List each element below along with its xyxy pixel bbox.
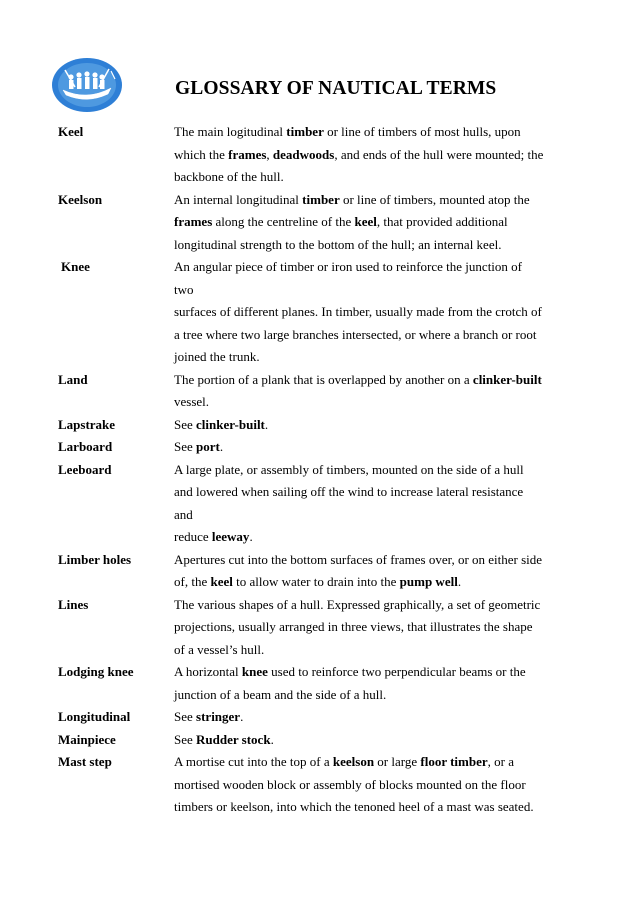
definition-text: . bbox=[264, 416, 269, 432]
definition-line bbox=[174, 639, 544, 662]
definition-text: or line of timbers of most hulls, upon bbox=[323, 124, 521, 139]
glossary-definition bbox=[174, 594, 544, 662]
definition-text: mortised wooden block or assembly of blocks mounted on the floor bbox=[174, 776, 526, 792]
definition-text: An internal longitudinal bbox=[174, 191, 303, 207]
definition-line bbox=[174, 301, 544, 324]
glossary-entry bbox=[58, 594, 558, 662]
definition-text: a tree where two large branches intersected, or where a branch or root bbox=[174, 326, 537, 342]
definition-text: to allow water to drain into the bbox=[232, 574, 400, 589]
glossary-entry bbox=[58, 751, 558, 819]
definition-text: surfaces of different planes. In timber, usually made from the crotch of bbox=[174, 304, 542, 319]
glossary-definition bbox=[174, 706, 544, 729]
definition-line bbox=[174, 549, 544, 572]
definition-line bbox=[174, 661, 544, 684]
definition-line bbox=[174, 414, 544, 437]
cross-reference-term: floor timber bbox=[420, 754, 488, 769]
definition-text: joined the trunk. bbox=[174, 349, 260, 364]
definition-line bbox=[174, 774, 544, 797]
definition-text: , that provided additional bbox=[376, 214, 508, 229]
glossary-entry bbox=[58, 661, 558, 706]
glossary-entry bbox=[58, 459, 558, 549]
definition-text: See bbox=[174, 709, 197, 724]
definition-text: A large plate, or assembly of timbers, mounted on the side of a hull bbox=[174, 461, 524, 477]
definition-line bbox=[174, 144, 544, 167]
glossary-term: Keel bbox=[58, 124, 84, 139]
definition-text: vessel. bbox=[174, 394, 210, 409]
glossary-definition bbox=[174, 436, 544, 459]
definition-text: of, the bbox=[174, 574, 211, 589]
glossary-term: Keelson bbox=[58, 191, 103, 207]
cross-reference-term: clinker-built bbox=[472, 371, 542, 387]
definition-line bbox=[174, 189, 544, 212]
definition-text: . bbox=[270, 731, 274, 747]
cross-reference-term: keelson bbox=[332, 754, 375, 769]
glossary-entry bbox=[58, 436, 558, 459]
glossary-definition bbox=[174, 121, 544, 189]
definition-text: See bbox=[174, 439, 197, 454]
glossary-definition bbox=[174, 549, 544, 594]
cross-reference-term: keel bbox=[354, 214, 377, 229]
definition-text: backbone of the hull. bbox=[174, 169, 284, 184]
definition-text: Apertures cut into the bottom surfaces of frames over, or on either side bbox=[174, 551, 543, 567]
cross-reference-term: timber bbox=[286, 124, 324, 139]
definition-text: An angular piece of timber or iron used to reinforce the junction of two bbox=[174, 259, 526, 297]
definition-text: of a vessel’s hull. bbox=[174, 641, 265, 657]
glossary-entry bbox=[58, 121, 558, 189]
definition-text: . bbox=[240, 709, 244, 724]
definition-text: reduce bbox=[174, 529, 212, 544]
definition-text: or line of timbers, mounted atop the bbox=[339, 191, 530, 207]
definition-line bbox=[174, 459, 544, 482]
definition-text: A horizontal bbox=[174, 664, 242, 679]
cross-reference-term: knee bbox=[241, 664, 268, 679]
ship-crew-logo-icon bbox=[51, 57, 123, 113]
definition-text: and lowered when sailing off the wind to increase lateral resistance and bbox=[174, 484, 527, 522]
definition-line bbox=[174, 729, 544, 752]
definition-line bbox=[174, 684, 544, 707]
glossary-term: Land bbox=[58, 371, 88, 387]
definition-line bbox=[174, 256, 544, 301]
definition-line bbox=[174, 526, 544, 549]
glossary-term: Lines bbox=[58, 596, 89, 612]
definition-text: , bbox=[266, 146, 273, 162]
glossary-entry bbox=[58, 549, 558, 594]
glossary-entry bbox=[58, 706, 558, 729]
glossary-definition bbox=[174, 459, 544, 549]
definition-line bbox=[174, 796, 544, 819]
glossary-term: Leeboard bbox=[58, 461, 112, 477]
definition-line bbox=[174, 751, 544, 774]
cross-reference-term: frames bbox=[228, 146, 267, 162]
definition-text: along the centreline of the bbox=[212, 214, 355, 229]
glossary-term: Mainpiece bbox=[58, 731, 116, 747]
definition-text: , or a bbox=[487, 754, 515, 769]
glossary-term: Knee bbox=[61, 259, 90, 274]
definition-text: longitudinal strength to the bottom of the hull; an internal keel. bbox=[174, 236, 502, 252]
definition-line bbox=[174, 346, 544, 369]
glossary-term: Mast step bbox=[58, 754, 112, 769]
definition-text: . bbox=[219, 439, 224, 454]
glossary-entry bbox=[58, 414, 558, 437]
definition-text: A mortise cut into the top of a bbox=[174, 754, 333, 769]
cross-reference-term: leeway bbox=[211, 529, 250, 544]
glossary-entry bbox=[58, 189, 558, 257]
glossary-definition bbox=[174, 369, 544, 414]
cross-reference-term: port bbox=[196, 439, 220, 454]
cross-reference-term: pump well bbox=[399, 574, 458, 589]
glossary-definition bbox=[174, 256, 544, 369]
cross-reference-term: timber bbox=[302, 191, 340, 207]
definition-text: . bbox=[249, 529, 253, 544]
page-title: GLOSSARY OF NAUTICAL TERMS bbox=[175, 78, 497, 99]
glossary-entry bbox=[58, 369, 558, 414]
glossary-term: Longitudinal bbox=[58, 709, 131, 724]
definition-line bbox=[174, 706, 544, 729]
glossary-term: Lapstrake bbox=[58, 416, 116, 432]
definition-text: timbers or keelson, into which the tenoned heel of a mast was seated. bbox=[174, 799, 534, 814]
definition-line bbox=[174, 391, 544, 414]
definition-text: See bbox=[174, 416, 197, 432]
definition-line bbox=[174, 211, 544, 234]
glossary-term: Lodging knee bbox=[58, 664, 134, 679]
glossary-term: Limber holes bbox=[58, 551, 132, 567]
definition-line bbox=[174, 166, 544, 189]
definition-text: projections, usually arranged in three views, that illustrates the shape bbox=[174, 619, 533, 634]
cross-reference-term: Rudder stock bbox=[196, 731, 271, 747]
cross-reference-term: deadwoods bbox=[272, 146, 335, 162]
cross-reference-term: frames bbox=[174, 214, 213, 229]
definition-line bbox=[174, 616, 544, 639]
definition-text: The main logitudinal bbox=[174, 124, 287, 139]
glossary-definition bbox=[174, 751, 544, 819]
glossary-term: Larboard bbox=[58, 439, 113, 454]
definition-line bbox=[174, 121, 544, 144]
cross-reference-term: clinker-built bbox=[196, 416, 265, 432]
glossary-entry bbox=[58, 729, 558, 752]
definition-line bbox=[174, 436, 544, 459]
definition-text: The various shapes of a hull. Expressed graphically, a set of geometric bbox=[174, 596, 541, 612]
glossary-definition bbox=[174, 414, 544, 437]
definition-line bbox=[174, 481, 544, 526]
glossary-definition bbox=[174, 661, 544, 706]
glossary-definition bbox=[174, 189, 544, 257]
definition-text: . bbox=[457, 574, 462, 589]
definition-line bbox=[174, 234, 544, 257]
definition-text: The portion of a plank that is overlapped by another on a bbox=[174, 371, 473, 387]
definition-text: which the bbox=[174, 146, 229, 162]
definition-line bbox=[174, 594, 544, 617]
glossary-definition bbox=[174, 729, 544, 752]
definition-line bbox=[174, 369, 544, 392]
definition-line bbox=[174, 324, 544, 347]
definition-line bbox=[174, 571, 544, 594]
definition-text: junction of a beam and the side of a hull. bbox=[174, 686, 387, 702]
cross-reference-term: stringer bbox=[196, 709, 241, 724]
cross-reference-term: keel bbox=[210, 574, 233, 589]
definition-text: used to reinforce two perpendicular beams or the bbox=[267, 664, 526, 679]
definition-text: or large bbox=[374, 754, 421, 769]
definition-text: See bbox=[174, 731, 197, 747]
definition-text: , and ends of the hull were mounted; the bbox=[334, 146, 544, 162]
glossary-entry bbox=[58, 256, 558, 369]
glossary-list bbox=[58, 121, 558, 819]
